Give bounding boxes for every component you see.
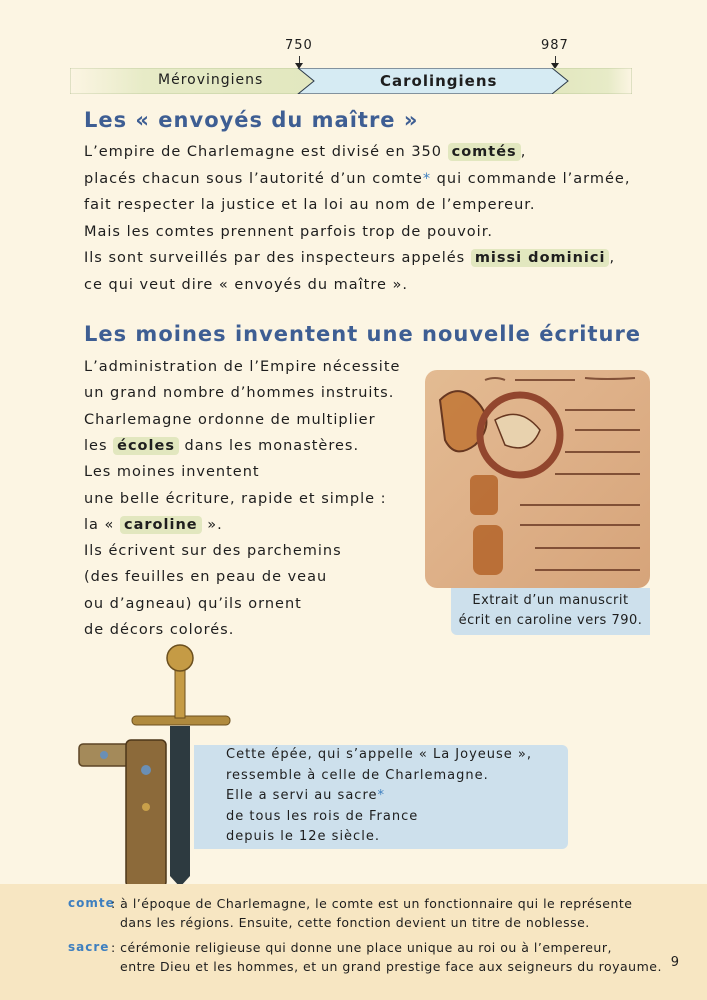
text-segment: , xyxy=(609,250,616,266)
text-line: L’administration de l’Empire nécessite xyxy=(84,359,401,375)
manuscript-drawing xyxy=(425,370,650,588)
timeline-label-carolingiens: Carolingiens xyxy=(380,72,498,90)
text-segment: ». xyxy=(201,516,223,533)
text-line: Les moines inventent xyxy=(84,464,260,481)
glossary-term: sacre xyxy=(68,940,110,954)
text-segment: L’empire de Charlemagne est divisé en 350 xyxy=(84,144,448,160)
highlighted-term: écoles xyxy=(113,437,179,455)
text-line: depuis le 12e siècle. xyxy=(226,829,380,844)
text-line: de tous les rois de France xyxy=(226,808,419,824)
text-line: Charlemagne ordonne de multiplier xyxy=(84,411,376,428)
text-line xyxy=(84,438,359,454)
glossary-term: comte xyxy=(68,896,115,910)
section2-title: Les moines inventent une nouvelle écriture xyxy=(84,322,642,346)
manuscript-caption xyxy=(451,588,650,635)
timeline-label-merovingiens: Mérovingiens xyxy=(158,72,264,88)
text-line: Mais les comtes prennent parfois trop de pouvoir. xyxy=(84,223,493,240)
text-line: Ils écrivent sur des parchemins xyxy=(84,543,342,560)
text-line: ce qui veut dire « envoyés du maître ». xyxy=(84,276,409,293)
glossary-definition: entre Dieu et les hommes, et un grand prestige face aux seigneurs du royaume. xyxy=(120,959,662,974)
glossary xyxy=(0,884,707,1000)
highlighted-term: missi dominici xyxy=(471,249,610,267)
manuscript-caption-line2: écrit en caroline vers 790. xyxy=(458,613,643,628)
glossary-star: * xyxy=(377,788,386,803)
text-line: (des feuilles en peau de veau xyxy=(84,569,328,586)
text-line xyxy=(84,250,615,266)
timeline-bar xyxy=(70,68,632,94)
text-segment: , xyxy=(520,144,527,160)
text-segment: dans les monastères. xyxy=(178,437,360,454)
text-line: un grand nombre d’hommes instruits. xyxy=(84,385,395,402)
highlighted-term: comtés xyxy=(448,143,521,161)
manuscript-image xyxy=(425,370,650,588)
timeline-shapes xyxy=(70,68,632,94)
page-number: 9 xyxy=(670,955,679,970)
text-segment: la « xyxy=(84,516,121,533)
sword-drawing xyxy=(74,642,239,887)
text-segment: les xyxy=(84,437,114,454)
text-segment: Ils sont surveillés par des inspecteurs appelés xyxy=(84,250,471,266)
glossary-definition: : à l’époque de Charlemagne, le comte est un fonctionnaire qui le représente xyxy=(111,896,633,911)
text-segment: qui commande l’armée, xyxy=(431,170,631,187)
text-line: de décors colorés. xyxy=(84,622,235,638)
sword-caption xyxy=(194,745,568,849)
text-line: une belle écriture, rapide et simple : xyxy=(84,490,387,507)
section1-title: Les « envoyés du maître » xyxy=(84,108,419,132)
timeline-years xyxy=(0,38,707,68)
text-line xyxy=(84,144,526,160)
sword-scabbard xyxy=(79,740,166,887)
timeline-year-start: 750 xyxy=(285,38,313,53)
text-line: ressemble à celle de Charlemagne. xyxy=(226,767,489,783)
text-line: ou d’agneau) qu’ils ornent xyxy=(84,595,302,612)
sword-image xyxy=(74,642,239,887)
text-segment: placés chacun sous l’autorité d’un comte xyxy=(84,170,423,187)
manuscript-caption-line1: Extrait d’un manuscrit xyxy=(472,593,629,608)
highlighted-term: caroline xyxy=(120,516,202,534)
timeline-year-end: 987 xyxy=(541,38,569,53)
text-line xyxy=(226,788,385,803)
glossary-star: * xyxy=(422,170,432,187)
text-line: Cette épée, qui s’appelle « La Joyeuse », xyxy=(226,747,533,762)
text-line xyxy=(84,517,223,533)
text-segment: Elle a servi au sacre xyxy=(226,788,378,803)
glossary-definition: : cérémonie religieuse qui donne une place unique au roi ou à l’empereur, xyxy=(111,940,612,955)
manuscript-animal xyxy=(440,391,560,475)
glossary-definition: dans les régions. Ensuite, cette fonction devient un titre de noblesse. xyxy=(120,915,590,930)
manuscript-initials xyxy=(470,475,503,575)
text-line xyxy=(84,171,630,187)
text-line: fait respecter la justice et la loi au nom de l’empereur. xyxy=(84,197,536,213)
